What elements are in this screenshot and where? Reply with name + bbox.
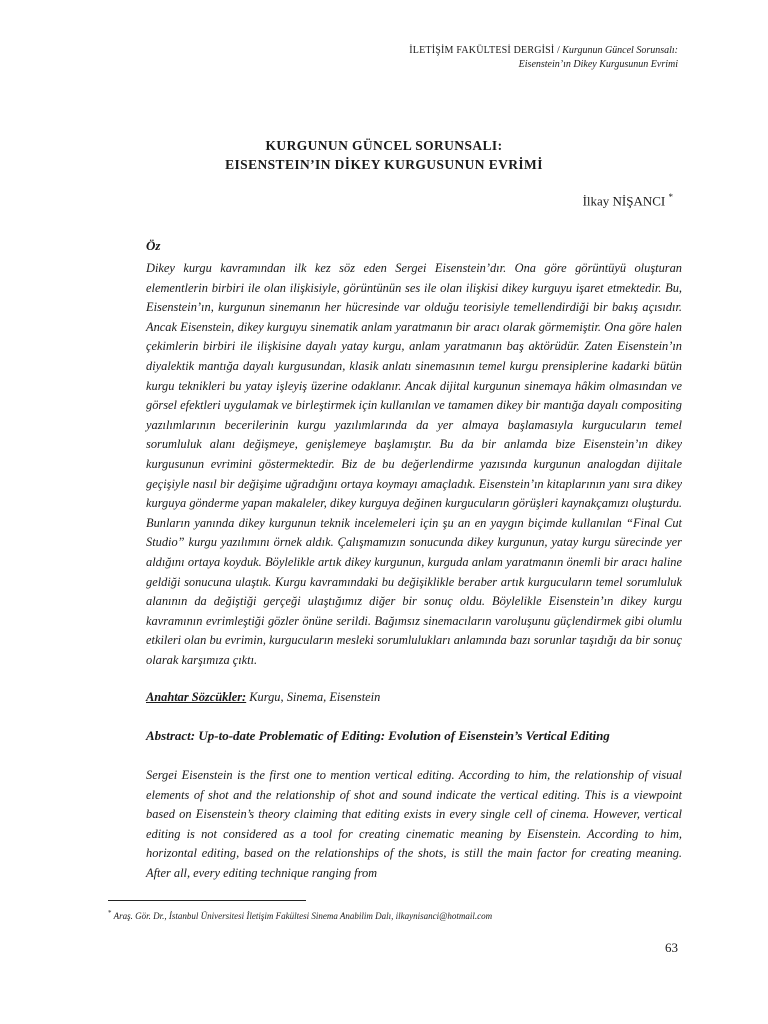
running-head-line-1 [198,44,678,58]
abstract-body: Sergei Eisenstein is the first one to mention vertical editing. According to him, the relationship of visual elements of shot and the relationship of shot and sound indicate the vertical editing. This is a viewpoint based on Eisenstein’s theory claiming that editing exists in every single cell of cinema. However, vertical editing is not considered as a tool for creating cinematic meaning by Eisenstein. According to him, horizontal editing, based on the relationships of the shots, is still the main factor for creating meaning. After all, every editing technique ranging from [146,768,682,880]
article-title-line-1: KURGUNUN GÜNCEL SORUNSALI: [265,138,503,153]
oz-heading: Öz [146,238,161,253]
running-head-separator: / [554,45,563,56]
short-title-part-2: Eisenstein’ın Dikey Kurgusunun Evrimi [518,59,678,70]
footnote-text: Araş. Gör. Dr., İstanbul Üniversitesi İletişim Fakültesi Sinema Anabilim Dalı, ilkaynisanci@hotmail.com [111,911,493,921]
footnote-rule [108,900,306,901]
keywords [146,688,682,706]
short-title-part-1: Kurgunun Güncel Sorunsalı: [562,45,678,56]
running-head [198,44,678,72]
abstract-heading: Abstract: Up-to-date Problematic of Editing: Evolution of Eisenstein’s Vertical Editing [146,728,610,743]
oz-body: Dikey kurgu kavramından ilk kez söz eden Sergei Eisenstein’dır. Ona göre görüntüyü oluşturan elementlerin birbiri ile olan ilişkisiyle, görüntünün ses ile olan ilişkisi dikey kurguyu işaret etmektedir. Bu, Eisenstein’ın, kurgunun sinemanın her hücresinde var olduğu teorisiyle temellendirdiği bir bakış açısıdır. Ancak Eisenstein, dikey kurguyu sinematik anlam yaratmanın bir aracı olarak görmemiştir. Ona göre halen çekimlerin birbiri ile ilişkisine dayalı yatay kurgu, anlam yaratmanın baş aktörüdür. Zaten Eisenstein’ın diyalektik mantığa dayalı kurgusundan, klasik anlatı sinemasının temel kurgu prensiplerine kadarki bütün kurgu teknikleri bu yatay işleyiş üzerine odaklanır. Ancak dijital kurgunun sinemaya hâkim olmasından ve görsel efektleri uygulamak ve birleştirmek için kullanılan ve tamamen dikey bir mantığa dayalı compositing yazılımlarının becerilerinin kurgu yazılımlarında da yer almaya başlamasıyla kurgucuların temel sorumluluk alanı değişmeye, genişlemeye başlamıştır. Bu da bir anlamda bize Eisenstein’ın dikey kurgusunun evrimini göstermektedir. Biz de bu değerlendirme yazısında kurgunun analogdan dijitale geçişiyle nasıl bir değişime uğradığını ortaya koymayı amaçladık. Eisenstein’ın kitaplarının yanı sıra dikey kurguya gönderme yapan makaleler, dikey kurguya değinen kurgucuların görüşleri kaynakçamızı oluşturdu. Bunların yanında dikey kurgunun teknik incelemeleri için şu an en yaygın biçimde kullanılan “Final Cut Studio” kurgu yazılımını örnek aldık. Çalışmamızın sonucunda dikey kurgunun, yatay kurgu sürecinde yer aldığını ortaya koyduk. Böylelikle artık dikey kurgunun, kurguda anlam yaratmanın önemli bir aracı haline geldiği sonucuna ulaştık. Kurgu kavramındaki bu değişiklikle beraber artık kurgucuların temel sorumluluk alanının da değiştiği gerçeği ulaştığımız diğer bir sonuç oldu. Böylelikle Eisenstein’ın dikey kurgu kavramının evrimleştiği gözler önüne serildi. Bağımsız sinemacıların varoluşunu güçlendirmek gibi olumlu etkileri olan bu evrimin, kurgucuların mesleki sorumlulukları anlamında bazı sorunlar taşıdığı da bir sonuç olarak karşımıza çıktı. [146,261,682,667]
article-title [0,136,768,174]
author [583,192,673,209]
author-footnote-marker: * [668,192,673,202]
keywords-text: Kurgu, Sinema, Eisenstein [246,690,381,704]
footnote [108,909,708,921]
article-title-line-2: EISENSTEIN’IN DİKEY KURGUSUNUN EVRİMİ [225,157,543,172]
footnote-marker: * [108,909,112,917]
keywords-label: Anahtar Sözcükler: [146,690,247,704]
page-number: 63 [665,940,678,955]
author-name: İlkay NİŞANCI [582,193,666,209]
journal-name: İLETİŞİM FAKÜLTESİ DERGİSİ [409,45,555,56]
